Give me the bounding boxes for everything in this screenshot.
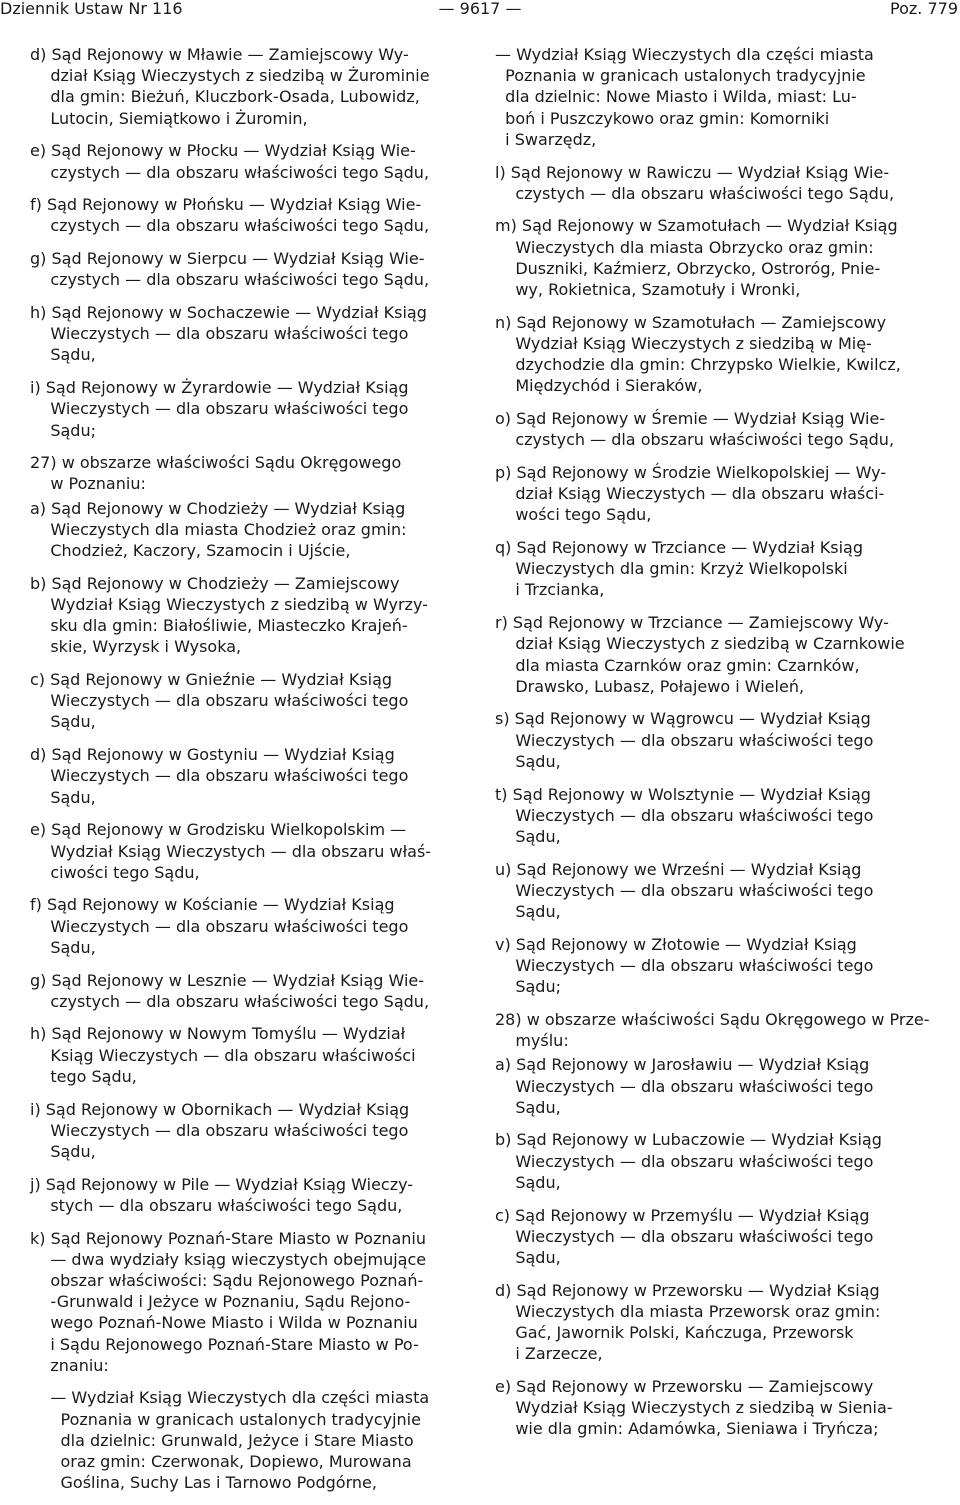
list-item: k) Sąd Rejonowy Poznań-Stare Miasto w Poznaniu — dwa wydziały ksiąg wieczystych obejmujące obszar właściwości: Sądu Rejonowego Poznań- -Grunwald i Jeżyce w Poznaniu, Sądu Rejono- wego Poznań-Nowe Miasto i Wilda w Poznaniu i Sądu Rejonowego Poznań-Stare Miasto w Po- znaniu: bbox=[30, 1228, 427, 1375]
section-heading: 28) w obszarze właściwości Sądu Okręgowego w Prze- myślu: bbox=[495, 1009, 930, 1051]
list-item: e) Sąd Rejonowy w Płocku — Wydział Ksiąg Wie- czystych — dla obszaru właściwości tego Sądu, bbox=[30, 141, 430, 182]
list-item: a) Sąd Rejonowy w Chodzieży — Wydział Ksiąg Wieczystych dla miasta Chodzież oraz gmin: Chodzież, Kaczory, Szamocin i Ujście, bbox=[30, 498, 407, 561]
list-item: d) Sąd Rejonowy w Gostyniu — Wydział Ksiąg Wieczystych — dla obszaru właściwości tego Sądu, bbox=[30, 745, 409, 807]
list-item: u) Sąd Rejonowy we Wrześni — Wydział Ksiąg Wieczystych — dla obszaru właściwości tego Sądu, bbox=[495, 859, 874, 922]
list-item: o) Sąd Rejonowy w Śremie — Wydział Ksiąg Wie- czystych — dla obszaru właściwości tego Sądu, bbox=[495, 409, 895, 450]
section-heading: 27) w obszarze właściwości Sądu Okręgowego w Poznaniu: bbox=[30, 453, 402, 494]
list-item: d) Sąd Rejonowy w Przeworsku — Wydział Ksiąg Wieczystych dla miasta Przeworsk oraz gmin: Gać, Jawornik Polski, Kańczuga, Przeworsk i Zarzecze, bbox=[495, 1280, 881, 1364]
list-item: d) Sąd Rejonowy w Mławie — Zamiejscowy Wy- dział Ksiąg Wieczystych z siedzibą w Żurominie dla gmin: Bieżuń, Kluczbork-Osada, Lubowidz, Lutocin, Siemiątkowo i Żuromin, bbox=[30, 45, 430, 128]
list-item: t) Sąd Rejonowy w Wolsztynie — Wydział Ksiąg Wieczystych — dla obszaru właściwości tego Sądu, bbox=[495, 784, 874, 846]
journal-title: Dziennik Ustaw Nr 116 bbox=[0, 0, 183, 18]
list-item: i) Sąd Rejonowy w Żyrardowie — Wydział Ksiąg Wieczystych — dla obszaru właściwości tego Sądu; bbox=[30, 378, 409, 440]
sub-list-item: — Wydział Ksiąg Wieczystych dla części miasta Poznania w granicach ustalonych tradycyjnie dla dzielnic: Nowe Miasto i Wilda, miast: Lu- boń i Puszczykowo oraz gmin: Komorniki i Swarzędz, bbox=[495, 45, 874, 149]
list-item: c) Sąd Rejonowy w Przemyślu — Wydział Ksiąg Wieczystych — dla obszaru właściwości tego Sądu, bbox=[495, 1205, 874, 1267]
list-item: s) Sąd Rejonowy w Wągrowcu — Wydział Ksiąg Wieczystych — dla obszaru właściwości tego Sądu, bbox=[495, 709, 874, 771]
right-column bbox=[495, 44, 960, 1451]
list-item: e) Sąd Rejonowy w Grodzisku Wielkopolskim — Wydział Ksiąg Wieczystych — dla obszaru właś- ciwości tego Sądu, bbox=[30, 820, 432, 882]
list-item: b) Sąd Rejonowy w Lubaczowie — Wydział Ksiąg Wieczystych — dla obszaru właściwości tego Sądu, bbox=[495, 1130, 882, 1192]
list-item: g) Sąd Rejonowy w Lesznie — Wydział Ksiąg Wie- czystych — dla obszaru właściwości tego Sądu, bbox=[30, 970, 430, 1011]
list-item: f) Sąd Rejonowy w Płońsku — Wydział Ksiąg Wie- czystych — dla obszaru właściwości tego Sądu, bbox=[30, 195, 430, 236]
page-number: — 9617 — bbox=[438, 0, 522, 18]
list-item: b) Sąd Rejonowy w Chodzieży — Zamiejscowy Wydział Ksiąg Wieczystych z siedzibą w Wyrzy- sku dla gmin: Białośliwie, Miasteczko Krajeń- skie, Wyrzysk i Wysoka, bbox=[30, 573, 428, 657]
list-item: r) Sąd Rejonowy w Trzciance — Zamiejscowy Wy- dział Ksiąg Wieczystych z siedzibą w Czarnkowie dla miasta Czarnków oraz gmin: Czarnków, Drawsko, Lubasz, Połajewo i Wieleń, bbox=[495, 613, 905, 696]
list-item: m) Sąd Rejonowy w Szamotułach — Wydział Ksiąg Wieczystych dla miasta Obrzycko oraz gmin: Duszniki, Kaźmierz, Obrzycko, Ostroróg, Pnie- wy, Rokietnica, Szamotuły i Wronki, bbox=[495, 216, 898, 300]
list-item: q) Sąd Rejonowy w Trzciance — Wydział Ksiąg Wieczystych dla gmin: Krzyż Wielkopolski i Trzcianka, bbox=[495, 538, 863, 600]
page-header bbox=[0, 0, 960, 20]
list-item: g) Sąd Rejonowy w Sierpcu — Wydział Ksiąg Wie- czystych — dla obszaru właściwości tego Sądu, bbox=[30, 249, 430, 290]
list-item: h) Sąd Rejonowy w Sochaczewie — Wydział Ksiąg Wieczystych — dla obszaru właściwości tego Sądu, bbox=[30, 303, 427, 365]
list-item: i) Sąd Rejonowy w Obornikach — Wydział Ksiąg Wieczystych — dla obszaru właściwości tego Sądu, bbox=[30, 1099, 410, 1161]
left-column bbox=[30, 44, 470, 1505]
list-item: h) Sąd Rejonowy w Nowym Tomyślu — Wydział Ksiąg Wieczystych — dla obszaru właściwości tego Sądu, bbox=[30, 1024, 416, 1086]
list-item: p) Sąd Rejonowy w Środzie Wielkopolskiej — Wy- dział Ksiąg Wieczystych — dla obszaru właści- wości tego Sądu, bbox=[495, 462, 887, 525]
position-number: Poz. 779 bbox=[890, 0, 958, 18]
list-item: c) Sąd Rejonowy w Gnieźnie — Wydział Ksiąg Wieczystych — dla obszaru właściwości tego Sądu, bbox=[30, 670, 409, 732]
list-item: a) Sąd Rejonowy w Jarosławiu — Wydział Ksiąg Wieczystych — dla obszaru właściwości tego Sądu, bbox=[495, 1055, 874, 1117]
list-item: n) Sąd Rejonowy w Szamotułach — Zamiejscowy Wydział Ksiąg Wieczystych z siedzibą w Mię- dzychodzie dla gmin: Chrzypsko Wielkie, Kwilcz, Międzychód i Sieraków, bbox=[495, 312, 901, 396]
sub-list-item: — Wydział Ksiąg Wieczystych dla części miasta Poznania w granicach ustalonych tradycyjnie dla dzielnic: Grunwald, Jeżyce i Stare Miasto oraz gmin: Czerwonak, Dopiewo, Murowana Goślina, Suchy Las i Tarnowo Podgórne, bbox=[50, 1388, 430, 1493]
list-item: e) Sąd Rejonowy w Przeworsku — Zamiejscowy Wydział Ksiąg Wieczystych z siedzibą w Sienia- wie dla gmin: Adamówka, Sieniawa i Tryńcza; bbox=[495, 1376, 893, 1439]
list-item: v) Sąd Rejonowy w Złotowie — Wydział Ksiąg Wieczystych — dla obszaru właściwości tego Sądu; bbox=[495, 934, 874, 997]
list-item: j) Sąd Rejonowy w Pile — Wydział Ksiąg Wieczy- stych — dla obszaru właściwości tego Sądu, bbox=[30, 1174, 414, 1215]
list-item: f) Sąd Rejonowy w Kościanie — Wydział Ksiąg Wieczystych — dla obszaru właściwości tego Sądu, bbox=[30, 895, 409, 957]
list-item: l) Sąd Rejonowy w Rawiczu — Wydział Ksiąg Wie- czystych — dla obszaru właściwości tego Sądu, bbox=[495, 162, 895, 203]
